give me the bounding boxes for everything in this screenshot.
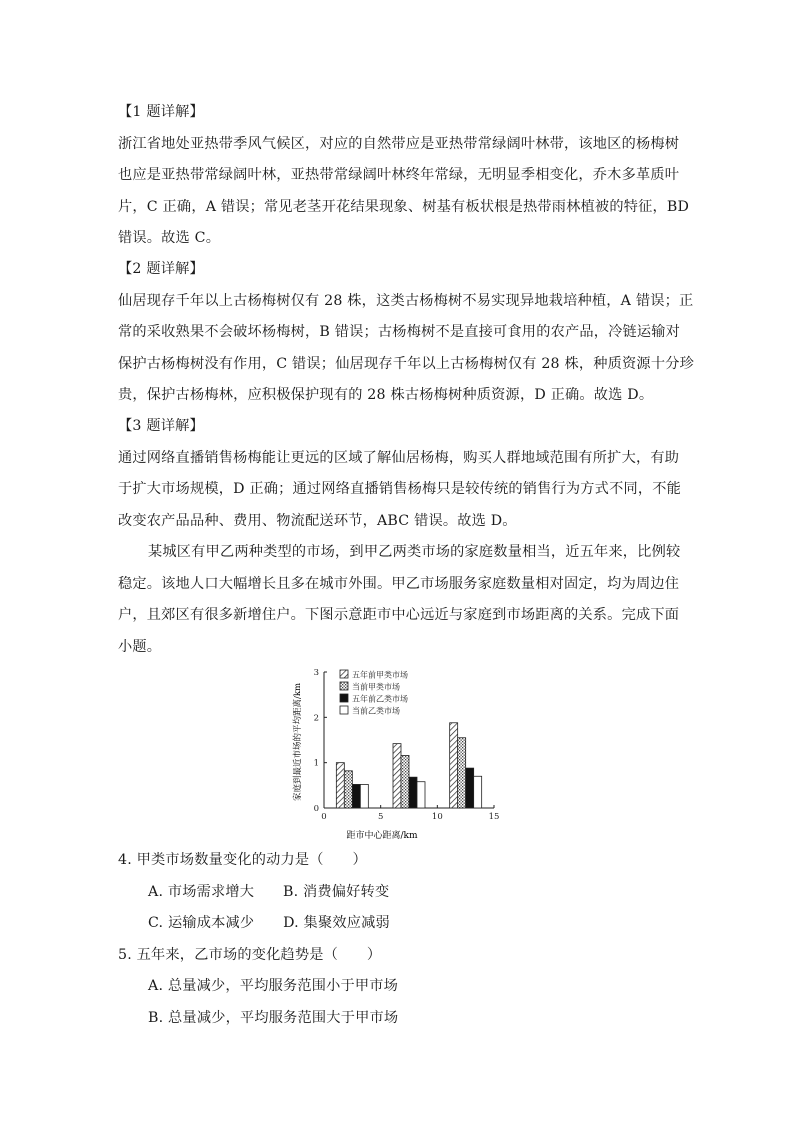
- chart-svg: [288, 660, 510, 844]
- legend-label: 当前乙类市场: [352, 706, 400, 716]
- bar: [336, 763, 344, 808]
- y-tick-label: 3: [313, 668, 319, 678]
- bar: [401, 755, 409, 808]
- y-tick-label: 1: [313, 758, 319, 769]
- bar-chart: [288, 660, 510, 844]
- section-2-line: 常的采收熟果不会破坏杨梅树，B 错误；古杨梅树不是直接可食用的农产品，冷链运输对: [118, 324, 681, 340]
- q5-stem: 5. 五年来，乙市场的变化趋势是（ ）: [118, 946, 382, 963]
- legend-label: 五年前甲类市场: [352, 670, 408, 680]
- section-1-line: 错误。故选 C。: [118, 230, 221, 246]
- y-tick-label: 0: [313, 804, 319, 814]
- section-3-line: 于扩大市场规模，D 正确；通过网络直播销售杨梅只是较传统的销售行为方式不同，不能: [118, 481, 682, 497]
- section-3-line: 改变农产品品种、费用、物流配送环节，ABC 错误。故选 D。: [118, 512, 517, 529]
- section-2-line: 保护古杨梅树没有作用，C 错误；仙居现存千年以上古杨梅树仅有 28 株，种质资源十分珍: [118, 355, 694, 372]
- bar: [417, 782, 425, 808]
- section-3-line: 通过网络直播销售杨梅能让更远的区域了解仙居杨梅，购买人群地域范围有所扩大，有助: [118, 449, 680, 466]
- x-tick-label: 0: [321, 812, 327, 822]
- legend-swatch: [340, 682, 348, 690]
- legend-swatch: [340, 670, 348, 678]
- bar: [393, 744, 401, 808]
- section-1-heading: 【1 题详解】: [118, 104, 204, 120]
- section-2-line: 贵，保护古杨梅林，应积极保护现有的 28 株古杨梅树种质资源，D 正确。故选 D。: [118, 387, 654, 403]
- x-tick-label: 5: [377, 812, 384, 822]
- y-tick-label: 2: [313, 713, 319, 724]
- legend-swatch: [340, 694, 348, 702]
- legend-label: 当前甲类市场: [352, 682, 400, 692]
- bar: [344, 771, 352, 808]
- bar: [450, 723, 458, 808]
- legend-swatch: [340, 706, 348, 714]
- bar: [458, 738, 466, 808]
- q5-option-b: B. 总量减少，平均服务范围大于甲市场: [148, 1009, 399, 1026]
- x-axis-label: 距市中心距离/km: [346, 831, 418, 841]
- section-1: [118, 97, 690, 255]
- bar: [474, 776, 482, 808]
- q5-option-a: A. 总量减少，平均服务范围小于甲市场: [148, 978, 399, 994]
- y-axis-label: 家庭到最近市场的平均距离/km: [293, 682, 303, 802]
- section-1-line: 片，C 正确，A 错误；常见老茎开花结果现象、树基有板状根是热带雨林植被的特征，BD: [118, 198, 690, 215]
- bar: [409, 777, 417, 808]
- section-2-heading: 【2 题详解】: [118, 261, 204, 277]
- chart-legend: [340, 670, 408, 716]
- chart-bars: [336, 723, 481, 808]
- q4-options-row-1: A. 市场需求增大 B. 消费偏好转变: [148, 883, 390, 900]
- q4-options-row-2: C. 运输成本减少 D. 集聚效应减弱: [148, 915, 390, 931]
- intro-line: 户，且郊区有很多新增住户。下图示意距市中心远近与家庭到市场距离的关系。完成下面: [118, 607, 680, 623]
- intro-line: 某城区有甲乙两种类型的市场，到甲乙两类市场的家庭数量相当，近五年来，比例较: [148, 544, 681, 560]
- bar: [360, 784, 368, 808]
- section-1-line: 浙江省地处亚热带季风气候区，对应的自然带应是亚热带常绿阔叶林带，该地区的杨梅树: [118, 135, 680, 152]
- x-tick-label: 15: [488, 812, 500, 822]
- section-3-heading: 【3 题详解】: [118, 418, 204, 434]
- q4-stem: 4. 甲类市场数量变化的动力是（ ）: [118, 852, 367, 868]
- legend-label: 五年前乙类市场: [352, 694, 408, 704]
- section-1-line: 也应是亚热带常绿阔叶林，亚热带常绿阔叶林终年常绿，无明显季相变化，乔木多革质叶: [118, 167, 680, 183]
- bar: [352, 784, 360, 808]
- intro-paragraph: [118, 537, 681, 663]
- intro-line: 稳定。该地人口大幅增长且多在城市外围。甲乙市场服务家庭数量相对固定，均为周边住: [118, 575, 680, 592]
- section-3: [118, 411, 682, 537]
- section-2-line: 仙居现存千年以上古杨梅树仅有 28 株，这类古杨梅树不易实现异地栽培种植，A 错误；正: [118, 292, 694, 309]
- section-2: [118, 254, 694, 412]
- intro-line: 小题。: [118, 638, 162, 655]
- questions: [118, 845, 678, 1034]
- bar: [466, 768, 474, 808]
- x-tick-label: 10: [431, 812, 443, 822]
